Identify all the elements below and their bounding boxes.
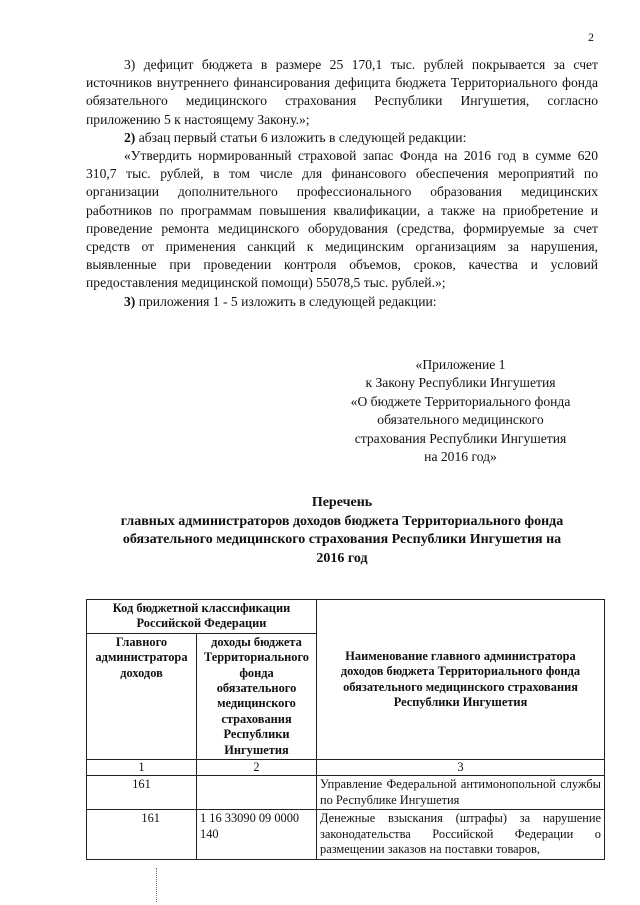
- paragraph-deficit: 3) дефицит бюджета в размере 25 170,1 тыс. рублей покрывается за счет источников внутреннего финансирования дефицита бюджета Территориального фонда обязательного медицинского страхования Республики Ингушетия, согласно приложению 5 к настоящему Закону.»;: [86, 57, 598, 127]
- title-line: главных администраторов доходов бюджета Территориального фонда: [120, 513, 564, 529]
- appendix-caption: [318, 356, 603, 466]
- budget-classification-header: Код бюджетной классификации Российской Федерации: [87, 600, 317, 634]
- income-code-cell: 1 16 33090 09 0000 140: [197, 810, 317, 859]
- table-row: [87, 776, 605, 810]
- page-number: 2: [588, 30, 594, 44]
- admin-code-cell: 161: [87, 776, 197, 810]
- paragraph-amendment-3: [86, 293, 598, 311]
- item-number: 2): [124, 129, 136, 145]
- appendix-line: к Закону Республики Ингушетия: [365, 375, 556, 391]
- appendix-line: «О бюджете Территориального фонда: [350, 393, 571, 409]
- table-header-row: [87, 600, 605, 634]
- appendix-line: страхования Республики Ингушетия: [354, 430, 567, 446]
- law-text: [86, 56, 598, 311]
- column-number: 3: [317, 760, 605, 776]
- administrator-name-header: Наименование главного администратора доходов бюджета Территориального фонда обязательного медицинского страхования Республики Ингушетия: [317, 600, 605, 760]
- item-number: 3): [124, 293, 136, 309]
- column-number: 2: [197, 760, 317, 776]
- scan-artifact: [156, 868, 159, 902]
- paragraph-text: приложения 1 - 5 изложить в следующей редакции:: [138, 293, 437, 309]
- appendix-line: на 2016 год»: [424, 449, 497, 465]
- admin-code-cell: 161: [87, 810, 197, 859]
- title-line: Перечень: [311, 495, 373, 510]
- appendix-line: обязательного медицинского: [377, 412, 544, 428]
- appendix-line: «Приложение 1: [415, 357, 506, 372]
- column-number-row: [87, 760, 605, 776]
- administrator-name-cell: Управление Федеральной антимонопольной службы по Республике Ингушетия: [317, 776, 605, 810]
- main-administrator-header: Главного администратора доходов: [87, 633, 197, 759]
- title-line: 2016 год: [316, 550, 368, 566]
- income-code-cell: [197, 776, 317, 810]
- income-code-header: доходы бюджета Территориального фонда обязательного медицинского страхования Республики Ингушетия: [197, 633, 317, 759]
- administrator-name-cell: Денежные взыскания (штрафы) за нарушение законодательства Российской Федерации о размещении заказов на поставки товаров,: [317, 810, 605, 859]
- administrators-table: [86, 599, 605, 860]
- table-row: [87, 810, 605, 859]
- column-number: 1: [87, 760, 197, 776]
- paragraph-insurance-reserve: «Утвердить нормированный страховой запас Фонда на 2016 год в сумме 620 310,7 тыс. рублей, в том числе для финансового обеспечения мероприятий по организации дополнительного профессионального образования медицинских работников по программам повышения квалификации, а также на приобретение и проведение ремонта медицинского оборудования (средства, формируемые за счет средств от применения санкций к медицинским организациям за нарушения, выявленные при проведении контроля объемов, сроков, качества и условий предоставления медицинской помощи) 55078,5 тыс. рублей.»;: [86, 148, 598, 291]
- paragraph-amendment-2: [86, 129, 598, 147]
- title-line: обязательного медицинского страхования Республики Ингушетия на: [122, 532, 562, 547]
- document-title: [86, 494, 598, 568]
- paragraph-text: абзац первый статьи 6 изложить в следующей редакции:: [138, 129, 467, 145]
